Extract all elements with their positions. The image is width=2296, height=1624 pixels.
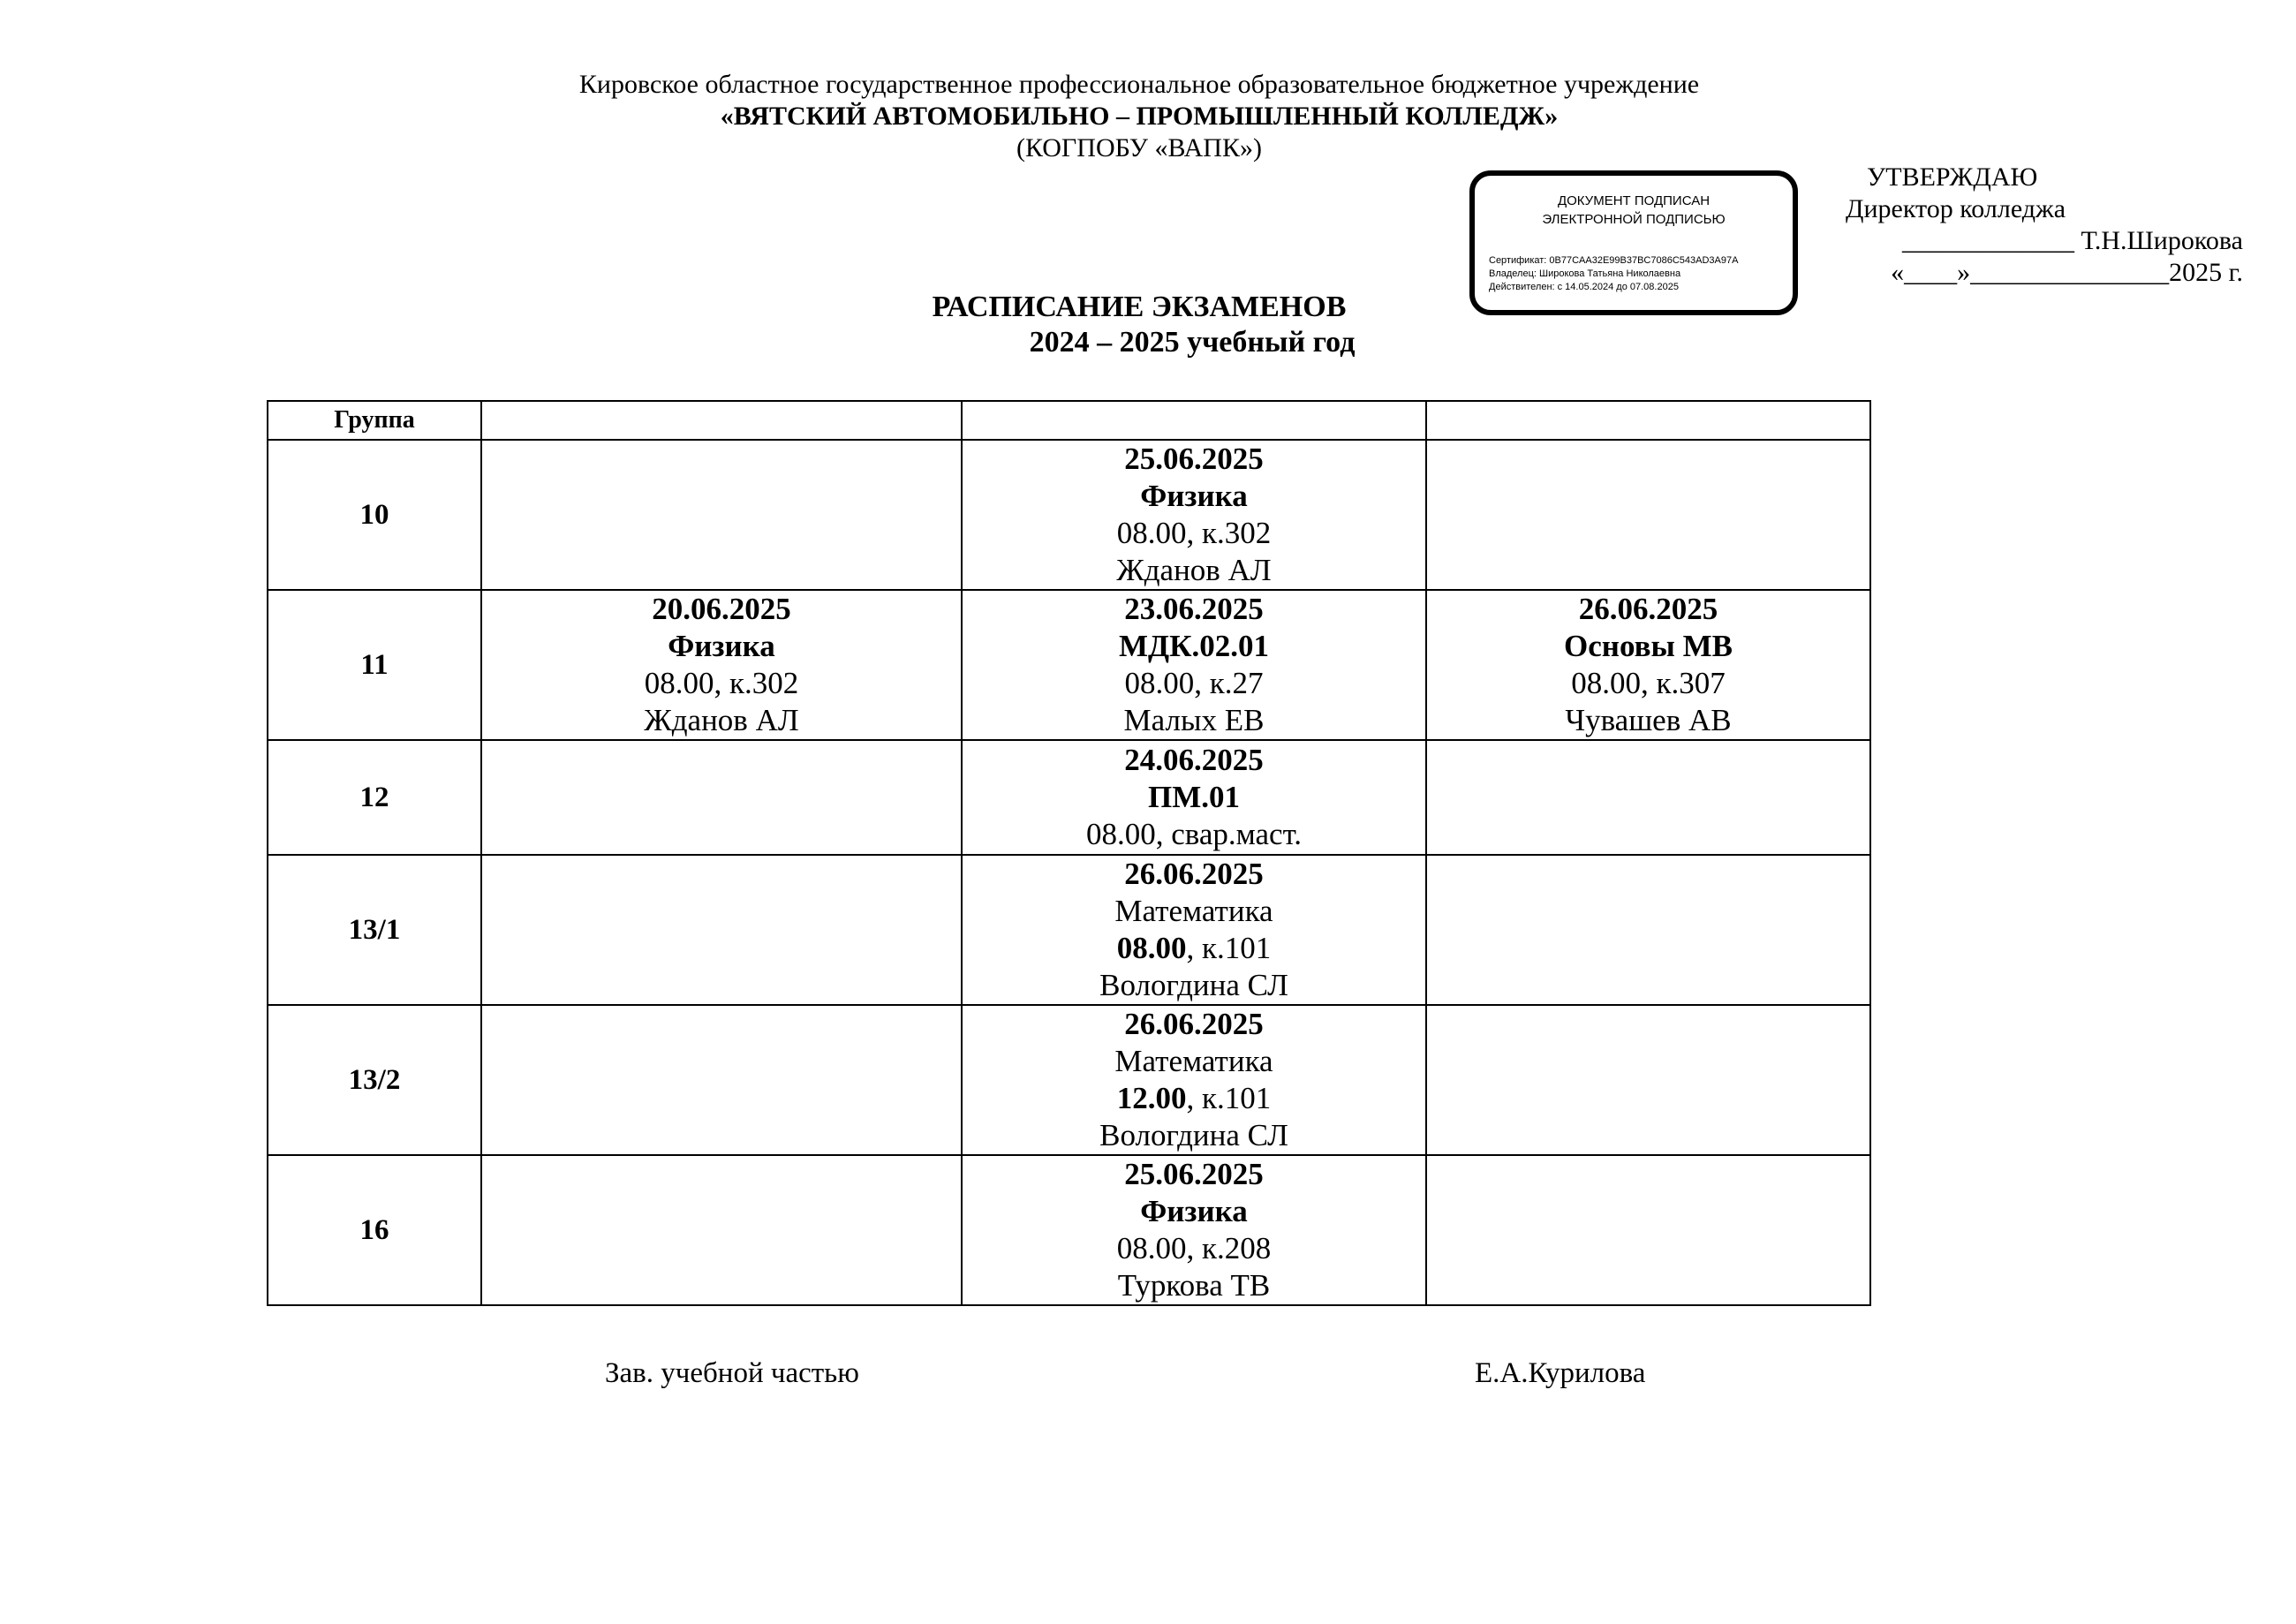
exam-time-room <box>963 1080 1425 1117</box>
group-cell: 16 <box>268 1155 481 1305</box>
group-cell: 12 <box>268 740 481 855</box>
stamp-details <box>1489 254 1786 294</box>
exam-teacher: Вологдина СЛ <box>1099 1118 1288 1152</box>
exam-time-room: 08.00, к.307 <box>1571 666 1726 700</box>
exam-date: 23.06.2025 <box>1124 592 1264 626</box>
header-empty <box>481 401 962 440</box>
exam-cell-empty <box>1426 740 1870 855</box>
document-header <box>0 69 2278 164</box>
approval-date-line: «____»_______________2025 г. <box>1891 258 2243 287</box>
table-header-row <box>268 401 1870 440</box>
college-abbreviation: (КОГПОБУ «ВАПК») <box>1016 133 1262 162</box>
exam-cell <box>962 740 1426 855</box>
table-row <box>268 855 1870 1005</box>
footer-position: Зав. учебной частью <box>605 1357 859 1389</box>
exam-subject: ПМ.01 <box>1147 780 1240 814</box>
exam-cell-empty <box>1426 855 1870 1005</box>
exam-cell <box>962 1155 1426 1305</box>
exam-cell-empty <box>1426 1005 1870 1155</box>
approval-heading: УТВЕРЖДАЮ <box>1867 162 2038 192</box>
title-academic-year: 2024 – 2025 учебный год <box>1029 326 1356 359</box>
exam-subject: Физика <box>1140 479 1248 513</box>
exam-date: 24.06.2025 <box>1124 743 1264 777</box>
group-cell: 10 <box>268 440 481 590</box>
exam-teacher: Туркова ТВ <box>1117 1268 1271 1303</box>
exam-room: , к.101 <box>1186 1081 1272 1115</box>
organization-line: Кировское областное государственное профессиональное образовательное бюджетное учреждение <box>578 70 1700 99</box>
stamp-certificate: Сертификат: 0B77CAA32E99B37BC7086C543AD3A97A <box>1489 255 1739 266</box>
exam-cell-empty <box>481 440 962 590</box>
exam-cell-empty <box>481 1005 962 1155</box>
group-cell: 13/1 <box>268 855 481 1005</box>
exam-date: 25.06.2025 <box>1124 1157 1264 1191</box>
approval-block <box>1846 162 2252 289</box>
exam-cell-empty <box>481 1155 962 1305</box>
footer-name: Е.А.Курилова <box>1475 1357 1646 1389</box>
exam-teacher: Чувашев АВ <box>1565 703 1732 737</box>
college-name: «ВЯТСКИЙ АВТОМОБИЛЬНО – ПРОМЫШЛЕННЫЙ КОЛЛЕДЖ» <box>720 102 1559 131</box>
table-row <box>268 1005 1870 1155</box>
exam-subject: Математика <box>1114 1044 1273 1078</box>
exam-date: 26.06.2025 <box>1124 1007 1264 1041</box>
exam-subject: Физика <box>668 629 775 663</box>
stamp-title <box>1475 192 1793 229</box>
exam-time-room: 08.00, к.208 <box>1116 1231 1272 1265</box>
header-empty <box>1426 401 1870 440</box>
exam-date: 26.06.2025 <box>1124 857 1264 891</box>
stamp-title-line-1: ДОКУМЕНТ ПОДПИСАН <box>1557 193 1711 208</box>
exam-cell <box>962 855 1426 1005</box>
title-main: РАСПИСАНИЕ ЭКЗАМЕНОВ <box>932 291 1347 323</box>
exam-time-room: 08.00, к.302 <box>1116 516 1272 550</box>
exam-time-room <box>963 930 1425 967</box>
exam-cell-empty <box>481 740 962 855</box>
header-empty <box>962 401 1426 440</box>
exam-room: , к.101 <box>1186 931 1272 965</box>
exam-teacher: Жданов АЛ <box>644 703 799 737</box>
approval-position: Директор колледжа <box>1846 194 2066 223</box>
document-title <box>0 290 2278 360</box>
stamp-validity: Действителен: с 14.05.2024 до 07.08.2025 <box>1489 282 1679 292</box>
approval-signature-line: _____________ Т.Н.Широкова <box>1902 226 2243 255</box>
header-group: Группа <box>268 401 481 440</box>
exam-time: 08.00 <box>1116 931 1187 965</box>
exam-cell <box>962 590 1426 740</box>
exam-time: 12.00 <box>1116 1081 1187 1115</box>
exam-date: 26.06.2025 <box>1578 592 1718 626</box>
table-row <box>268 740 1870 855</box>
table-row <box>268 590 1870 740</box>
exam-teacher: Малых ЕВ <box>1123 703 1265 737</box>
exam-time-room: 08.00, к.27 <box>1124 666 1264 700</box>
exam-time-room: 08.00, свар.маст. <box>1085 817 1303 851</box>
exam-teacher: Вологдина СЛ <box>1099 968 1288 1002</box>
group-cell: 11 <box>268 590 481 740</box>
exam-subject: МДК.02.01 <box>1119 629 1269 663</box>
exam-teacher: Жданов АЛ <box>1116 553 1272 587</box>
exam-cell-empty <box>481 855 962 1005</box>
exam-cell-empty <box>1426 1155 1870 1305</box>
exam-cell-empty <box>1426 440 1870 590</box>
stamp-owner: Владелец: Широкова Татьяна Николаевна <box>1489 268 1681 279</box>
exam-cell <box>962 440 1426 590</box>
exam-date: 20.06.2025 <box>652 592 791 626</box>
exam-subject: Физика <box>1140 1194 1248 1228</box>
exam-time-room: 08.00, к.302 <box>644 666 799 700</box>
group-cell: 13/2 <box>268 1005 481 1155</box>
table-row <box>268 440 1870 590</box>
exam-subject: Математика <box>1114 894 1273 928</box>
exam-schedule-table <box>267 400 1871 1306</box>
exam-cell <box>962 1005 1426 1155</box>
exam-date: 25.06.2025 <box>1124 442 1264 476</box>
exam-cell <box>481 590 962 740</box>
table-row <box>268 1155 1870 1305</box>
stamp-title-line-2: ЭЛЕКТРОННОЙ ПОДПИСЬЮ <box>1542 212 1726 227</box>
exam-cell <box>1426 590 1870 740</box>
exam-subject: Основы МВ <box>1564 629 1733 663</box>
